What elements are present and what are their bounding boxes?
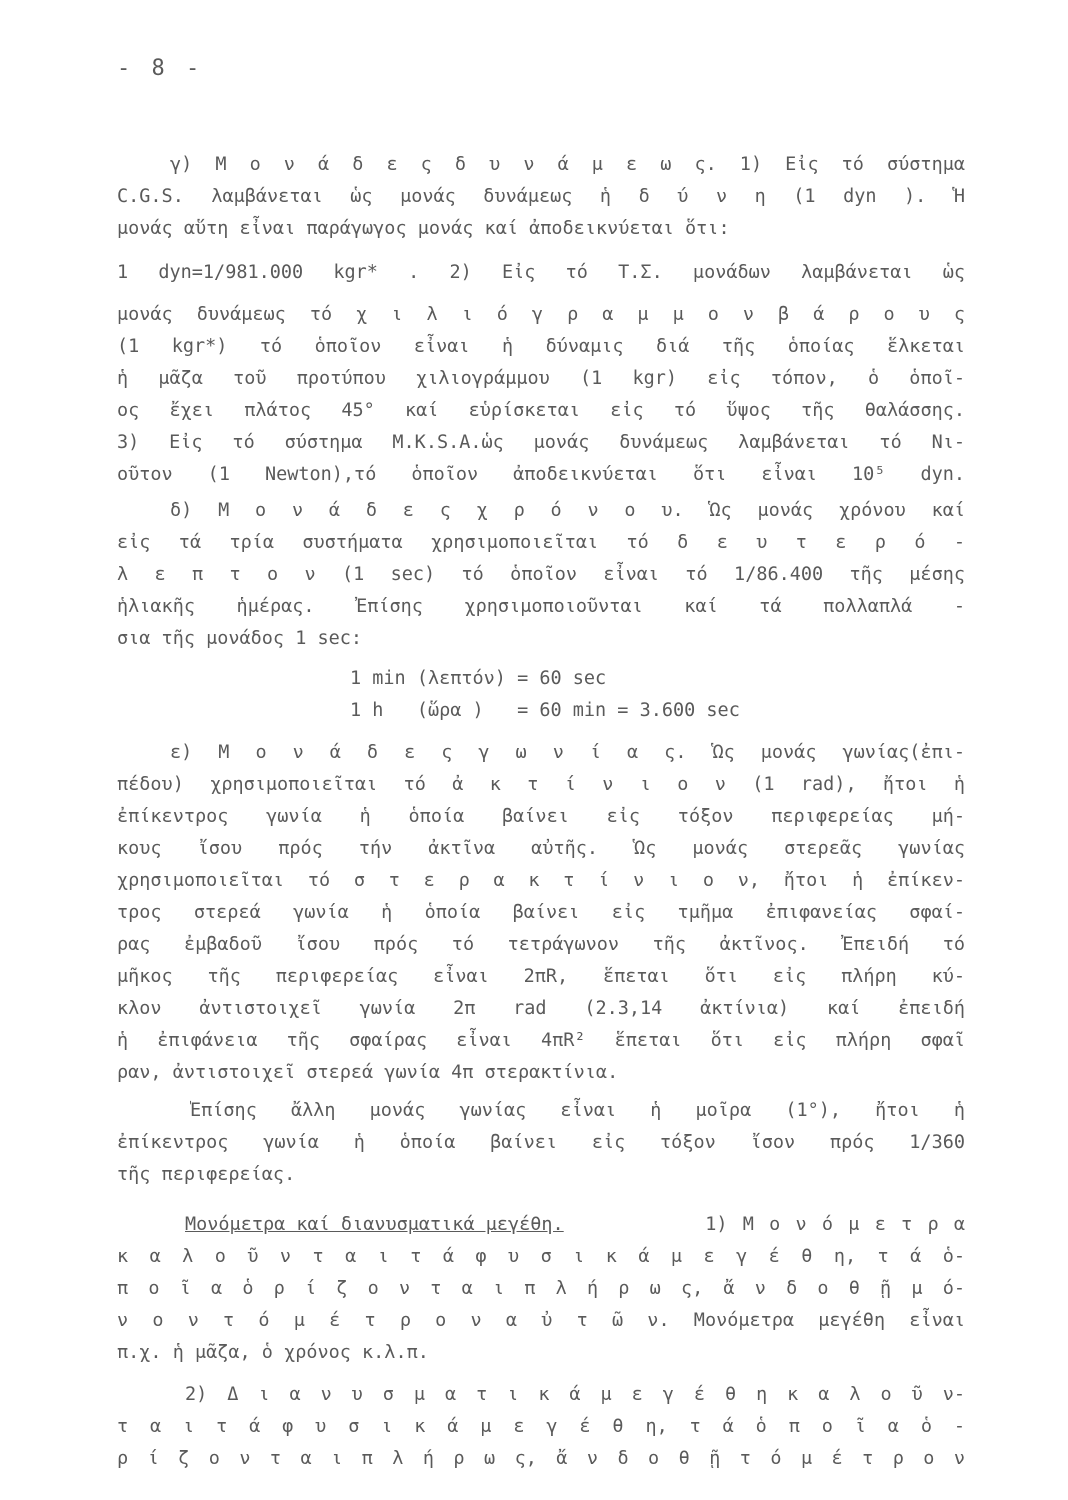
text-line: 1) Μ ο ν ό μ ε τ ρ α <box>690 1214 965 1235</box>
text-line: μονάς αὕτη εἶναι παράγωγος μονάς καί ἀποδεικνύεται ὅτι: <box>117 218 730 239</box>
text-line: σια τῆς μονάδος 1 sec: <box>117 628 363 649</box>
text-line: μονάς δυνάμεως τό χ ι λ ι ό γ ρ α μ μ ο ν β ά ρ ο υ ς <box>117 304 965 325</box>
text-line: δ) Μ ο ν ά δ ε ς χ ρ ό ν ο υ. Ὡς μονάς χρόνου καί <box>170 500 965 521</box>
text-line: τρος στερεά γωνία ἡ ὁποία βαίνει εἰς τμῆμα ἐπιφανείας σφαί- <box>117 902 965 923</box>
text-line: κους ἴσου πρός τήν ἀκτῖνα αὐτῆς. Ὡς μονάς στερεᾶς γωνίας <box>117 838 965 859</box>
text-line: Ἐπίσης ἄλλη μονάς γωνίας εἶναι ἡ μοῖρα (1°), ἤτοι ἡ <box>190 1100 965 1121</box>
text-line: 3) Εἰς τό σύστημα M.K.S.A.ὡς μονάς δυνάμεως λαμβάνεται τό Νι- <box>117 432 965 453</box>
text-line: χρησιμοποιεῖται τό σ τ ε ρ α κ τ ί ν ι ο ν, ἤτοι ἡ ἐπίκεν- <box>117 870 965 891</box>
text-line: π.χ. ἡ μᾶζα, ὁ χρόνος κ.λ.π. <box>117 1342 429 1363</box>
text-line: 2) Δ ι α ν υ σ μ α τ ι κ ά μ ε γ έ θ η κ α λ ο ῦ ν- <box>185 1384 965 1405</box>
text-line: ἡ μᾶζα τοῦ προτύπου χιλιογράμμου (1 kgr) εἰς τόπον, ὁ ὁποῖ- <box>117 368 965 389</box>
text-line: ρας ἐμβαδοῦ ἴσου πρός τό τετράγωνον τῆς ἀκτῖνος. Ἐπειδή τό <box>117 934 965 955</box>
section-heading: Μονόμετρα καί διανυσματικά μεγέθη. <box>185 1214 564 1235</box>
text-line: ραν, ἀντιστοιχεῖ στερεά γωνία 4π στερακτίνια. <box>117 1062 619 1083</box>
text-line: 1 h (ὥρα ) = 60 min = 3.600 sec <box>350 700 740 721</box>
text-line: οῦτον (1 Newton),τό ὁποῖον ἀποδεικνύεται ὅτι εἶναι 10⁵ dyn. <box>117 464 965 485</box>
text-line: γ) Μ ο ν ά δ ε ς δ υ ν ά μ ε ω ς. 1) Εἰς τό σύστημα <box>170 154 965 175</box>
text-line: κλον ἀντιστοιχεῖ γωνία 2π rad (2.3,14 ἀκτίνια) καί ἐπειδή <box>117 998 965 1019</box>
text-line: ν ο ν τ ό μ έ τ ρ ο ν α ὐ τ ῶ ν. Μονόμετρα μεγέθη εἶναι <box>117 1310 965 1331</box>
text-line: πέδου) χρησιμοποιεῖται τό ἀ κ τ ί ν ι ο ν (1 rad), ἤτοι ἡ <box>117 774 965 795</box>
text-line: 1 min (λεπτόν) = 60 sec <box>350 668 607 689</box>
text-line: ε) Μ ο ν ά δ ε ς γ ω ν ί α ς. Ὡς μονάς γωνίας(ἐπι- <box>170 742 965 763</box>
text-line: C.G.S. λαμβάνεται ὡς μονάς δυνάμεως ἡ δ ύ ν η (1 dyn ). Ἡ <box>117 186 965 207</box>
text-line: π ο ῖ α ὁ ρ ί ζ ο ν τ α ι π λ ή ρ ω ς, ἄ ν δ ο θ ῇ μ ό- <box>117 1278 965 1299</box>
page-number: - 8 - <box>117 56 204 81</box>
text-line: (1 kgr*) τό ὁποῖον εἶναι ἡ δύναμις διά τῆς ὁποίας ἕλκεται <box>117 336 965 357</box>
text-line: τ α ι τ ά φ υ σ ι κ ά μ ε γ έ θ η, τ ά ὁ π ο ῖ α ὁ - <box>117 1416 965 1437</box>
text-line: 1 dyn=1/981.000 kgr* . 2) Εἰς τό Τ.Σ. μονάδων λαμβάνεται ὡς <box>117 262 965 283</box>
text-line: μῆκος τῆς περιφερείας εἶναι 2πR, ἕπεται ὅτι εἰς πλήρη κύ- <box>117 966 965 987</box>
text-line: τῆς περιφερείας. <box>117 1164 296 1185</box>
text-line: ρ ί ζ ο ν τ α ι π λ ή ρ ω ς, ἄ ν δ ο θ ῇ τ ό μ έ τ ρ ο ν <box>117 1448 965 1469</box>
text-line: ἡ ἐπιφάνεια τῆς σφαίρας εἶναι 4πR² ἕπεται ὅτι εἰς πλήρη σφαῖ <box>117 1030 965 1051</box>
text-line: ος ἔχει πλάτος 45° καί εὑρίσκεται εἰς τό ὕψος τῆς θαλάσσης. <box>117 400 965 421</box>
text-line: κ α λ ο ῦ ν τ α ι τ ά φ υ σ ι κ ά μ ε γ έ θ η, τ ά ὁ- <box>117 1246 965 1267</box>
text-line: λ ε π τ ο ν (1 sec) τό ὁποῖον εἶναι τό 1/86.400 τῆς μέσης <box>117 564 965 585</box>
text-line: ἡλιακῆς ἡμέρας. Ἐπίσης χρησιμοποιοῦνται καί τά πολλαπλά - <box>117 596 965 617</box>
text-line: ἐπίκεντρος γωνία ἡ ὁποία βαίνει εἰς τόξον περιφερείας μή- <box>117 806 965 827</box>
text-line: ἐπίκεντρος γωνία ἡ ὁποία βαίνει εἰς τόξον ἴσον πρός 1/360 <box>117 1132 965 1153</box>
text-line: εἰς τά τρία συστήματα χρησιμοποιεῖται τό δ ε υ τ ε ρ ό - <box>117 532 965 553</box>
